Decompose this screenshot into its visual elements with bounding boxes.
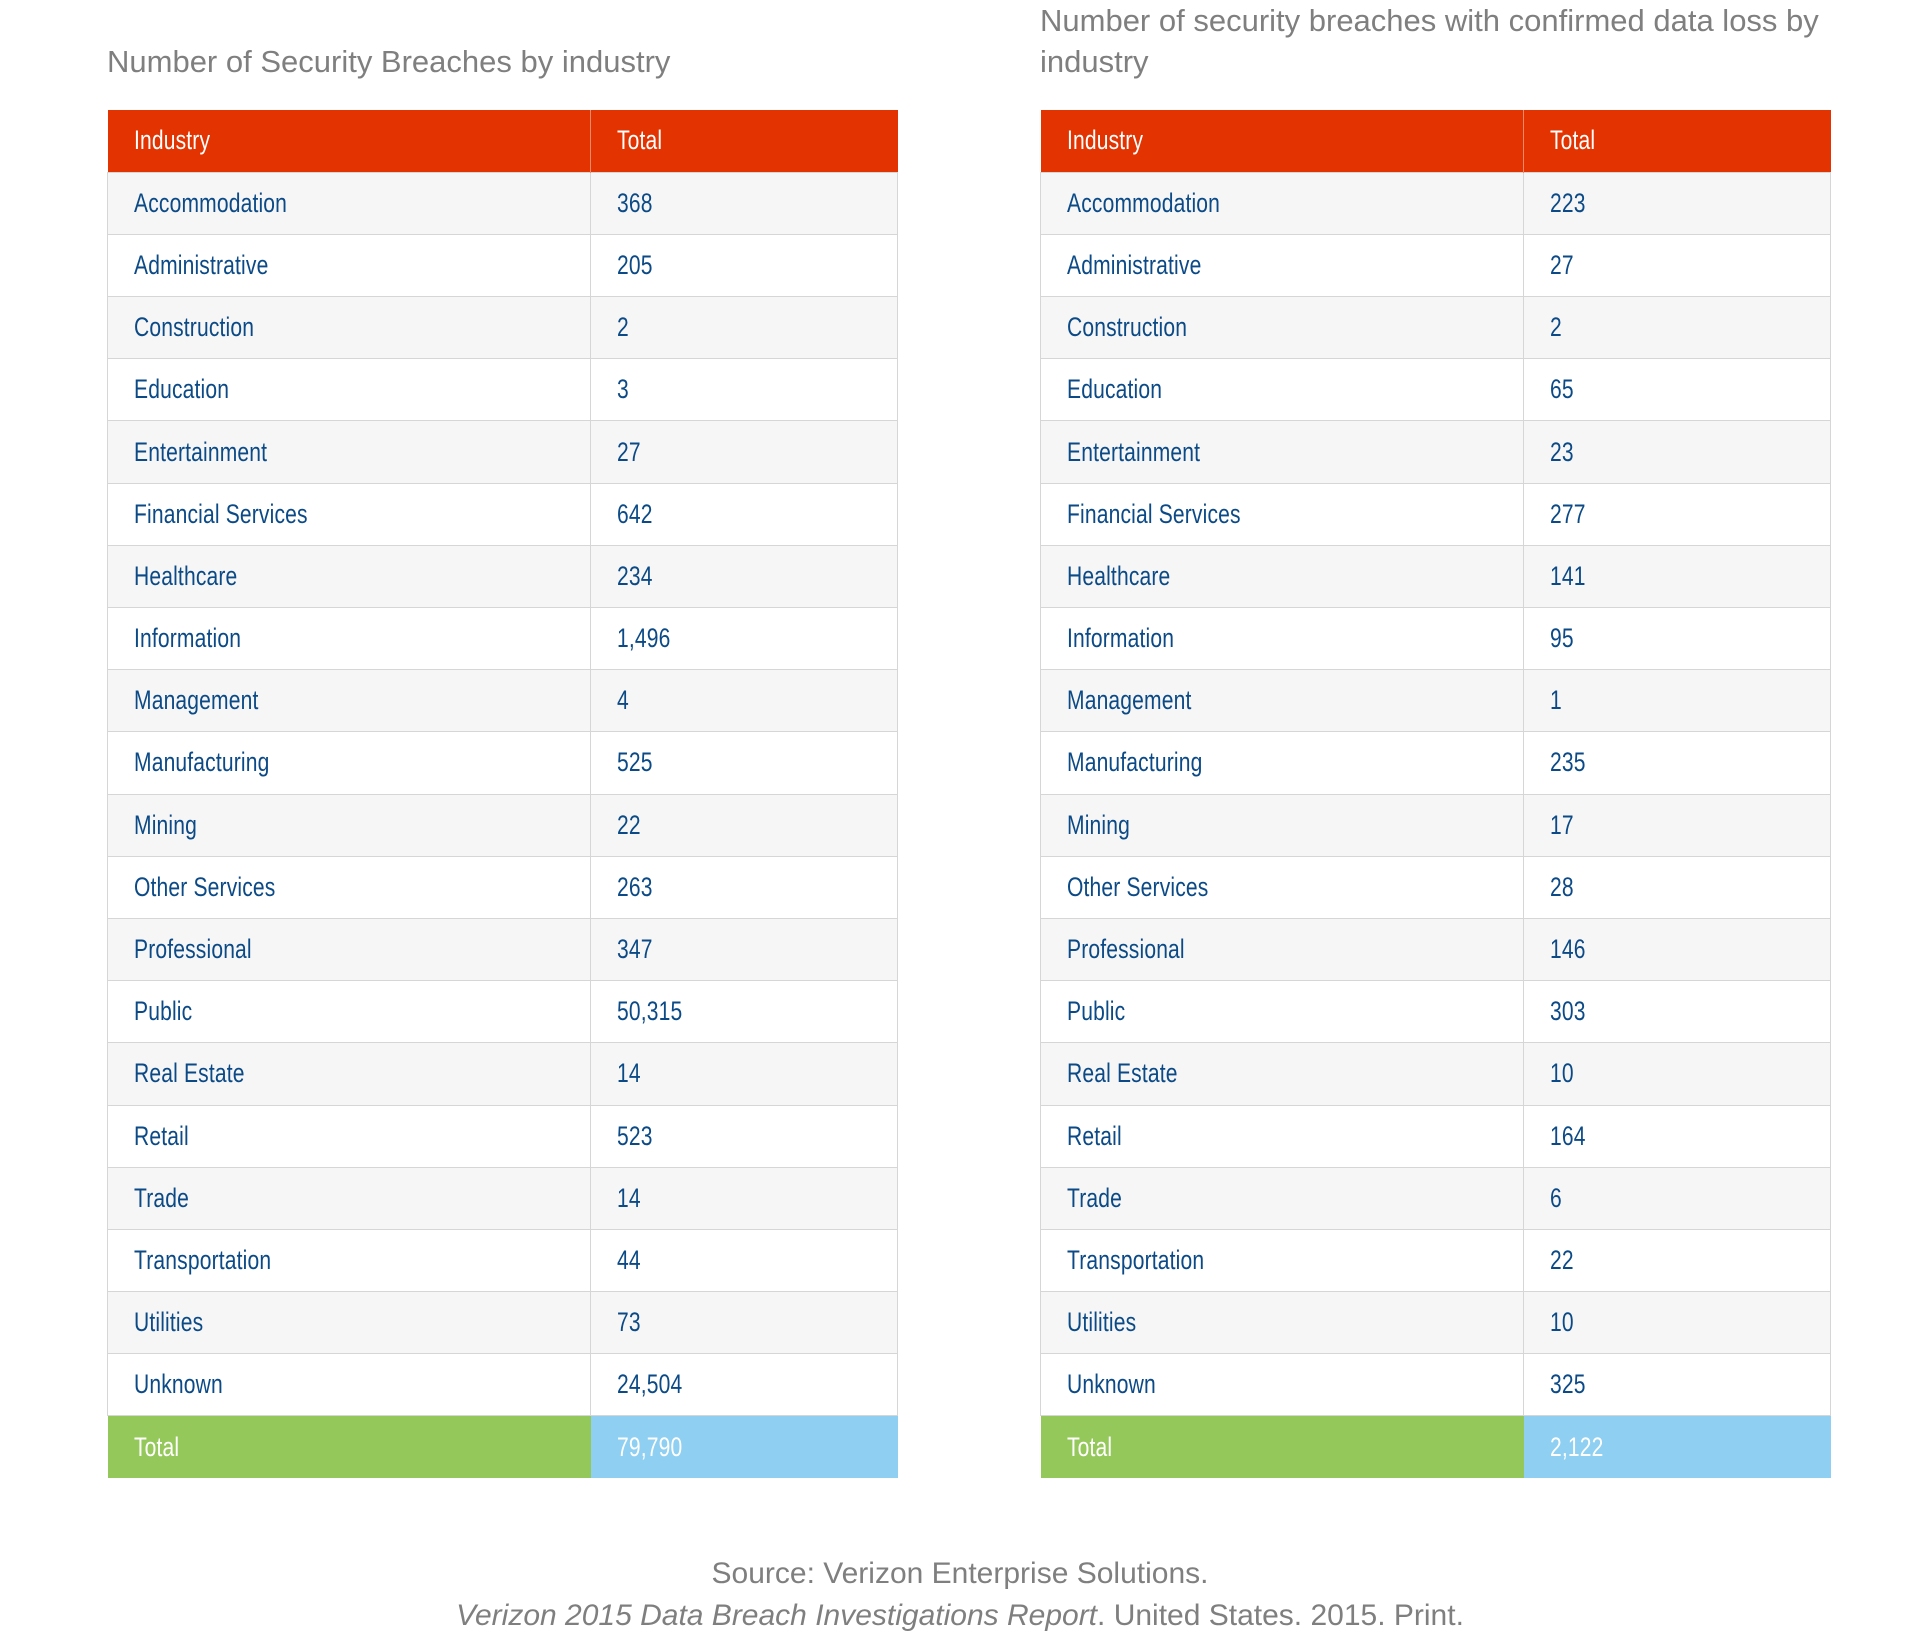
table-row — [1041, 1354, 1831, 1416]
total-cell: 523 — [591, 1105, 898, 1167]
industry-cell: Manufacturing — [1041, 732, 1524, 794]
total-cell: 10 — [1524, 1043, 1831, 1105]
industry-cell: Trade — [108, 1167, 591, 1229]
industry-cell: Education — [1041, 359, 1524, 421]
industry-cell: Professional — [1041, 918, 1524, 980]
citation-rest: . United States. 2015. Print. — [1097, 1599, 1464, 1632]
industry-cell: Construction — [108, 297, 591, 359]
left-table-title: Number of Security Breaches by industry — [107, 44, 671, 79]
table-row — [1041, 234, 1831, 296]
table-row — [108, 732, 898, 794]
total-cell: 4 — [591, 670, 898, 732]
source-line: Source: Verizon Enterprise Solutions. — [711, 1557, 1209, 1590]
total-cell: 65 — [1524, 359, 1831, 421]
total-cell: 325 — [1524, 1354, 1831, 1416]
table-row — [108, 918, 898, 980]
industry-cell: Transportation — [108, 1229, 591, 1291]
total-cell: 22 — [591, 794, 898, 856]
total-cell: 27 — [591, 421, 898, 483]
industry-cell: Utilities — [108, 1292, 591, 1354]
total-cell: 10 — [1524, 1292, 1831, 1354]
total-cell: 24,504 — [591, 1354, 898, 1416]
total-cell: 95 — [1524, 608, 1831, 670]
industry-cell: Entertainment — [108, 421, 591, 483]
source-note — [0, 1553, 1920, 1637]
total-cell: 22 — [1524, 1229, 1831, 1291]
total-cell: 223 — [1524, 172, 1831, 234]
table-row — [108, 234, 898, 296]
total-label: Total — [1041, 1416, 1524, 1478]
table-row — [1041, 297, 1831, 359]
table-header-row — [1041, 110, 1831, 172]
industry-cell: Entertainment — [1041, 421, 1524, 483]
total-cell: 17 — [1524, 794, 1831, 856]
total-cell: 525 — [591, 732, 898, 794]
industry-cell: Unknown — [108, 1354, 591, 1416]
table-row — [1041, 1043, 1831, 1105]
total-cell: 205 — [591, 234, 898, 296]
total-cell: 1 — [1524, 670, 1831, 732]
total-label: Total — [108, 1416, 591, 1478]
total-cell: 642 — [591, 483, 898, 545]
total-cell: 146 — [1524, 918, 1831, 980]
table-row — [108, 545, 898, 607]
industry-cell: Education — [108, 359, 591, 421]
total-cell: 73 — [591, 1292, 898, 1354]
table-row — [108, 421, 898, 483]
industry-cell: Administrative — [108, 234, 591, 296]
total-cell: 277 — [1524, 483, 1831, 545]
industry-cell: Accommodation — [1041, 172, 1524, 234]
table-row — [108, 297, 898, 359]
industry-cell: Construction — [1041, 297, 1524, 359]
right-table-title: Number of security breaches with confirmed data loss by industry — [1040, 3, 1819, 79]
industry-cell: Other Services — [1041, 856, 1524, 918]
table-row — [108, 856, 898, 918]
table-row — [1041, 794, 1831, 856]
industry-cell: Information — [108, 608, 591, 670]
total-cell: 234 — [591, 545, 898, 607]
industry-cell: Other Services — [108, 856, 591, 918]
security-breaches-table — [107, 110, 898, 1478]
table-total-row — [108, 1416, 898, 1478]
industry-cell: Transportation — [1041, 1229, 1524, 1291]
table-row — [108, 1167, 898, 1229]
table-row — [108, 608, 898, 670]
table-row — [1041, 981, 1831, 1043]
industry-cell: Public — [1041, 981, 1524, 1043]
industry-cell: Mining — [108, 794, 591, 856]
industry-cell: Unknown — [1041, 1354, 1524, 1416]
industry-cell: Retail — [108, 1105, 591, 1167]
data-loss-breaches-table — [1040, 110, 1831, 1478]
industry-cell: Utilities — [1041, 1292, 1524, 1354]
total-cell: 164 — [1524, 1105, 1831, 1167]
table-row — [1041, 856, 1831, 918]
total-cell: 44 — [591, 1229, 898, 1291]
table-row — [1041, 670, 1831, 732]
column-header-industry: Industry — [1066, 125, 1143, 156]
table-body — [108, 172, 898, 1416]
table-row — [1041, 918, 1831, 980]
total-value: 79,790 — [591, 1416, 898, 1478]
table-row — [108, 1105, 898, 1167]
table-row — [1041, 1292, 1831, 1354]
table-row — [1041, 1167, 1831, 1229]
table-row — [1041, 483, 1831, 545]
total-cell: 1,496 — [591, 608, 898, 670]
total-cell: 368 — [591, 172, 898, 234]
industry-cell: Accommodation — [108, 172, 591, 234]
column-header-industry: Industry — [133, 125, 210, 156]
table-row — [108, 670, 898, 732]
industry-cell: Manufacturing — [108, 732, 591, 794]
table-row — [108, 1354, 898, 1416]
table-row — [1041, 421, 1831, 483]
column-header-total: Total — [1524, 110, 1831, 172]
total-cell: 28 — [1524, 856, 1831, 918]
total-cell: 27 — [1524, 234, 1831, 296]
total-cell: 263 — [591, 856, 898, 918]
total-cell: 141 — [1524, 545, 1831, 607]
industry-cell: Public — [108, 981, 591, 1043]
table-row — [108, 359, 898, 421]
industry-cell: Healthcare — [108, 545, 591, 607]
industry-cell: Healthcare — [1041, 545, 1524, 607]
citation-title: Verizon 2015 Data Breach Investigations Report — [456, 1599, 1098, 1632]
industry-cell: Professional — [108, 918, 591, 980]
industry-cell: Financial Services — [108, 483, 591, 545]
table-row — [1041, 732, 1831, 794]
total-cell: 3 — [591, 359, 898, 421]
table-row — [108, 172, 898, 234]
total-cell: 235 — [1524, 732, 1831, 794]
table-row — [1041, 1229, 1831, 1291]
table-row — [108, 483, 898, 545]
total-cell: 23 — [1524, 421, 1831, 483]
table-row — [1041, 359, 1831, 421]
table-row — [1041, 1105, 1831, 1167]
total-cell: 303 — [1524, 981, 1831, 1043]
total-cell: 14 — [591, 1167, 898, 1229]
total-cell: 6 — [1524, 1167, 1831, 1229]
table-header-row — [108, 110, 898, 172]
table-row — [108, 1292, 898, 1354]
industry-cell: Real Estate — [108, 1043, 591, 1105]
table-row — [1041, 172, 1831, 234]
total-cell: 50,315 — [591, 981, 898, 1043]
table-row — [108, 1229, 898, 1291]
industry-cell: Retail — [1041, 1105, 1524, 1167]
total-cell: 2 — [1524, 297, 1831, 359]
table-row — [108, 794, 898, 856]
table-row — [108, 1043, 898, 1105]
column-header-total: Total — [591, 110, 898, 172]
table-body — [1041, 172, 1831, 1416]
citation-line — [0, 1595, 1920, 1637]
industry-cell: Management — [1041, 670, 1524, 732]
total-cell: 347 — [591, 918, 898, 980]
table-row — [1041, 545, 1831, 607]
table-row — [1041, 608, 1831, 670]
table-row — [108, 981, 898, 1043]
total-cell: 14 — [591, 1043, 898, 1105]
industry-cell: Administrative — [1041, 234, 1524, 296]
industry-cell: Mining — [1041, 794, 1524, 856]
total-cell: 2 — [591, 297, 898, 359]
industry-cell: Trade — [1041, 1167, 1524, 1229]
table-total-row — [1041, 1416, 1831, 1478]
industry-cell: Management — [108, 670, 591, 732]
industry-cell: Real Estate — [1041, 1043, 1524, 1105]
industry-cell: Financial Services — [1041, 483, 1524, 545]
industry-cell: Information — [1041, 608, 1524, 670]
total-value: 2,122 — [1524, 1416, 1831, 1478]
